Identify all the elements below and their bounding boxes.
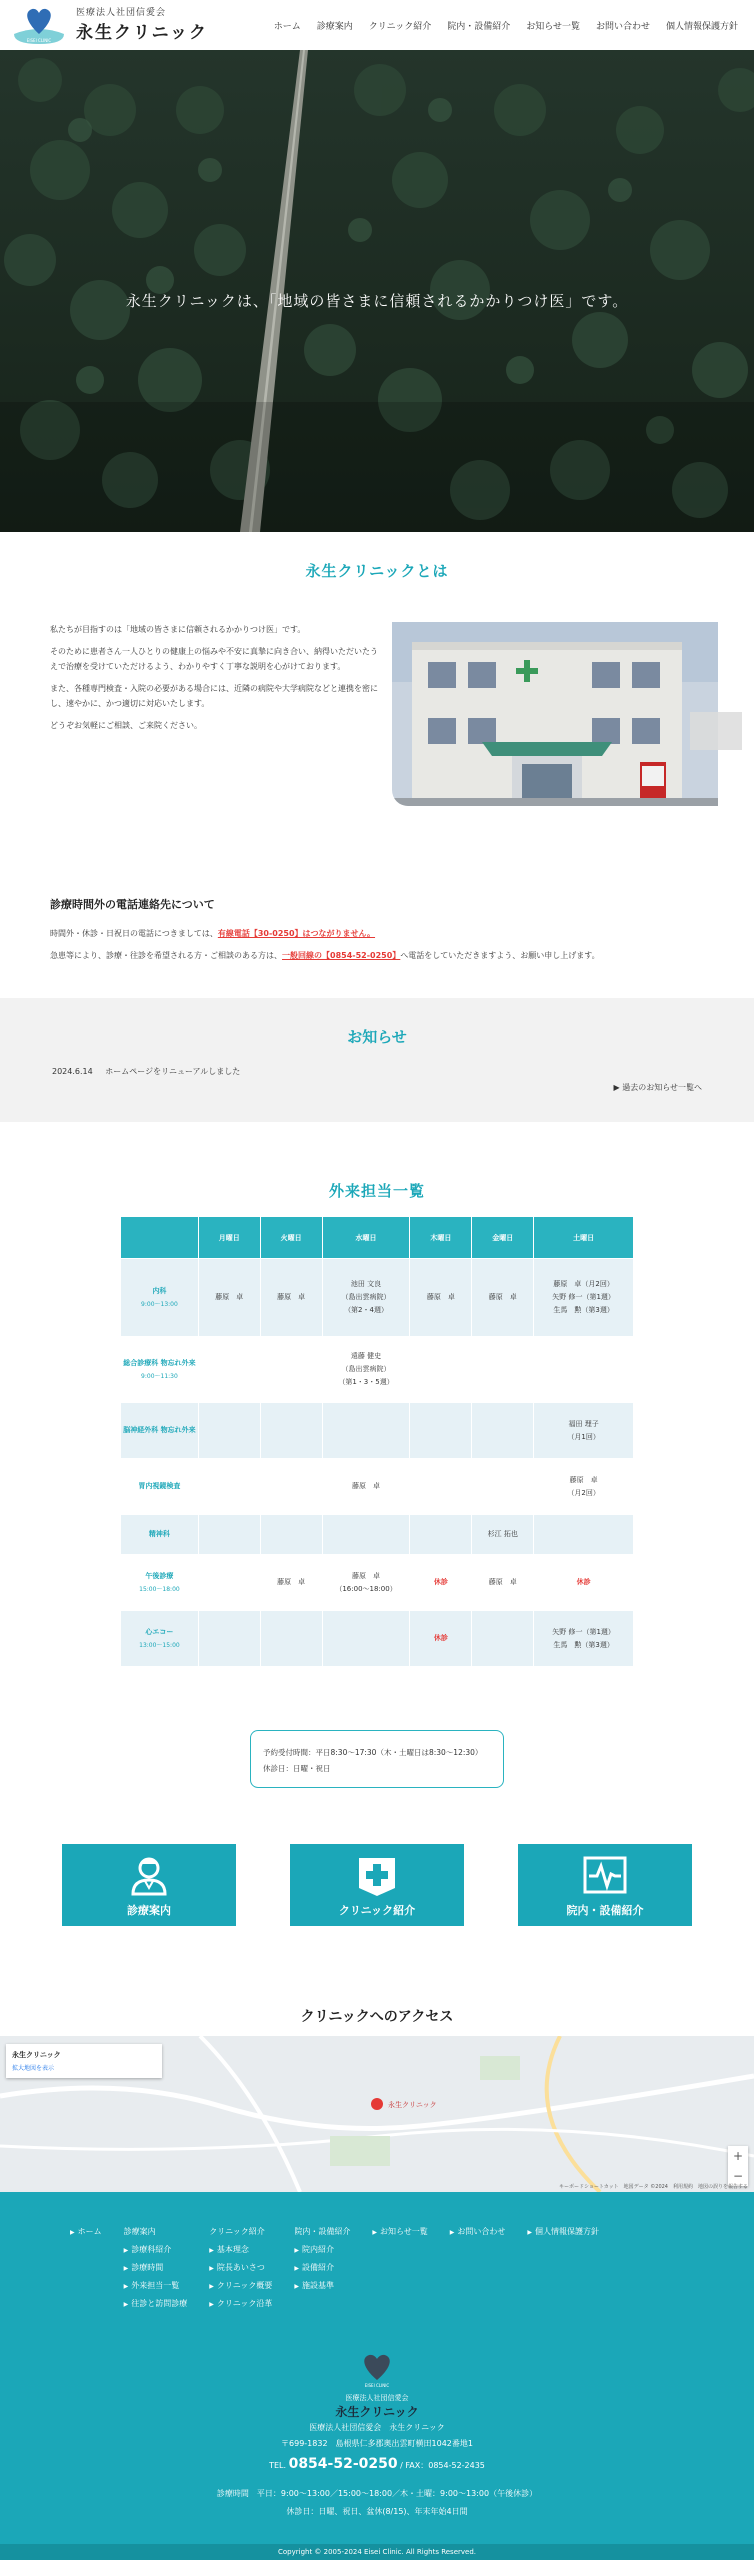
nav-news[interactable]: お知らせ一覧 bbox=[526, 22, 580, 32]
schedule-cell bbox=[410, 1515, 472, 1555]
schedule-cell bbox=[534, 1555, 634, 1611]
footer-nav-link[interactable]: 院内・設備紹介 bbox=[294, 2227, 351, 2236]
schedule-cell bbox=[472, 1611, 534, 1667]
department-cell bbox=[121, 1459, 199, 1515]
doctor-icon bbox=[129, 1854, 169, 1896]
footer-nav-link[interactable]: ▶ ホーム bbox=[70, 2226, 102, 2237]
schedule-cell bbox=[198, 1515, 260, 1555]
heart-logo-icon bbox=[8, 4, 70, 44]
schedule-row bbox=[121, 1515, 634, 1555]
schedule-cell bbox=[472, 1555, 534, 1611]
footer-nav-link[interactable]: 診療案内 bbox=[123, 2227, 156, 2236]
footer-tel[interactable]: 0854-52-0250 bbox=[288, 2456, 398, 2472]
day-header: 水曜日 bbox=[322, 1217, 410, 1259]
footer-nav-sublink[interactable]: ▶ 設備紹介 bbox=[294, 2262, 350, 2273]
department-time: 9:00〜13:00 bbox=[141, 1300, 178, 1308]
footer-nav-column bbox=[124, 2226, 188, 2316]
about-paragraph: 私たちが目指すのは「地域の皆さまに信頼されるかかりつけ医」です。 bbox=[50, 625, 306, 634]
footer-nav-column bbox=[372, 2226, 427, 2316]
card-label: クリニック紹介 bbox=[338, 1904, 416, 1917]
site-logo[interactable] bbox=[8, 4, 208, 44]
heart-logo-icon bbox=[357, 2350, 397, 2390]
schedule-cell bbox=[198, 1259, 260, 1337]
map-place-name: 永生クリニック bbox=[12, 2051, 61, 2059]
footer-contact: TEL. 0854-52-0250 / FAX：0854-52-2435 bbox=[269, 2456, 485, 2472]
schedule-row bbox=[121, 1555, 634, 1611]
doctor-entry: 休診 bbox=[576, 1578, 591, 1586]
department-cell bbox=[121, 1337, 199, 1403]
hero-banner bbox=[0, 50, 754, 532]
schedule-cell bbox=[322, 1555, 410, 1611]
about-paragraph: そのために患者さん一人ひとりの健康上の悩みや不安に真摯に向き合い、納得いただいたうえで治療を受けていただけるよう、わかりやすく丁寧な説明を心がけております。 bbox=[50, 647, 378, 671]
department-name: 午後診療 bbox=[145, 1571, 174, 1580]
footer-nav-column bbox=[70, 2226, 102, 2316]
schedule-cell bbox=[410, 1459, 472, 1515]
footer-nav bbox=[70, 2226, 599, 2316]
nav-clinic-intro[interactable]: クリニック紹介 bbox=[368, 22, 432, 32]
card-clinic-intro[interactable] bbox=[290, 1844, 464, 1926]
footer-logo-main: 永生クリニック bbox=[335, 2405, 419, 2419]
day-header: 木曜日 bbox=[410, 1217, 472, 1259]
doctor-entry: 藤原 卓 bbox=[277, 1578, 306, 1586]
nav-contact[interactable]: お問い合わせ bbox=[595, 22, 650, 32]
closed-days: 休診日：日曜・祝日 bbox=[263, 1764, 331, 1773]
department-name: 総合診療科 物忘れ外来 bbox=[123, 1358, 196, 1367]
news-more-link[interactable]: ▶ 過去のお知らせ一覧へ bbox=[613, 1083, 702, 1092]
footer-org: 医療法人社団信愛会 永生クリニック bbox=[309, 2423, 445, 2432]
schedule-cell bbox=[322, 1337, 410, 1403]
schedule-cell bbox=[322, 1515, 410, 1555]
schedule-cell bbox=[410, 1337, 472, 1403]
site-header bbox=[0, 0, 754, 50]
department-name: 脳神経外科 物忘れ外来 bbox=[123, 1426, 196, 1434]
nav-privacy[interactable]: 個人情報保護方針 bbox=[665, 22, 738, 32]
doctor-entry: 矢野 修一（第1週） bbox=[552, 1293, 615, 1301]
schedule-cell bbox=[260, 1459, 322, 1515]
svg-text:EISEI CLINIC: EISEI CLINIC bbox=[364, 2383, 390, 2388]
footer-nav-link[interactable]: ▶ お問い合わせ bbox=[450, 2226, 506, 2237]
schedule-cell bbox=[198, 1459, 260, 1515]
news-text: ホームページをリニューアルしました bbox=[105, 1067, 241, 1076]
doctor-entry: 藤原 卓（月2回） bbox=[553, 1280, 614, 1288]
footer-logo-sub: 医療法人社団信愛会 bbox=[345, 2394, 409, 2402]
schedule-cell bbox=[410, 1611, 472, 1667]
news-section bbox=[0, 998, 754, 1122]
doctor-entry: 休診 bbox=[433, 1634, 448, 1642]
clinic-building-photo bbox=[392, 622, 718, 806]
card-medical-guide[interactable] bbox=[62, 1844, 236, 1926]
zoom-in-icon[interactable]: + bbox=[732, 2149, 744, 2163]
footer-logo bbox=[0, 2350, 754, 2420]
site-footer bbox=[0, 2192, 754, 2544]
schedule-table bbox=[120, 1216, 634, 1667]
doctor-entry: 福田 理子 bbox=[568, 1419, 599, 1428]
schedule-cell bbox=[472, 1515, 534, 1555]
schedule-cell bbox=[260, 1337, 322, 1403]
schedule-cell bbox=[322, 1403, 410, 1459]
schedule-cell bbox=[260, 1259, 322, 1337]
doctor-entry: （月2回） bbox=[567, 1488, 600, 1497]
card-label: 院内・設備紹介 bbox=[566, 1904, 644, 1917]
card-facilities[interactable] bbox=[518, 1844, 692, 1926]
landline-warning: 有線電話【30-0250】はつながりません。 bbox=[217, 929, 376, 938]
schedule-cell bbox=[472, 1337, 534, 1403]
day-header: 月曜日 bbox=[198, 1217, 260, 1259]
department-cell bbox=[121, 1515, 199, 1555]
doctor-entry: 藤原 卓 bbox=[426, 1293, 455, 1301]
footer-nav-sublink[interactable]: ▶ 診療時間 bbox=[124, 2262, 188, 2273]
doctor-entry: （島出雲病院） bbox=[341, 1365, 391, 1373]
department-name: 精神科 bbox=[148, 1530, 170, 1538]
schedule-cell bbox=[472, 1259, 534, 1337]
card-label: 診療案内 bbox=[127, 1904, 171, 1917]
schedule-row bbox=[121, 1403, 634, 1459]
footer-hours: 診療時間 平日：9:00〜13:00／15:00〜18:00／木・土曜：9:00〜13:00（午後休診） bbox=[216, 2489, 538, 2498]
schedule-cell bbox=[198, 1403, 260, 1459]
general-line-number[interactable]: 一般回線の【0854-52-0250】 bbox=[282, 951, 401, 960]
about-text bbox=[50, 622, 380, 740]
map-place-card bbox=[6, 2044, 162, 2078]
schedule-heading: 外来担当一覧 bbox=[328, 1182, 425, 1200]
doctor-entry: （月1回） bbox=[567, 1432, 600, 1441]
doctor-entry: 池田 文良 bbox=[350, 1280, 382, 1288]
map-zoom-controls[interactable] bbox=[728, 2146, 748, 2186]
schedule-cell bbox=[260, 1555, 322, 1611]
news-heading: お知らせ bbox=[347, 1028, 407, 1046]
schedule-cell bbox=[260, 1515, 322, 1555]
doctor-entry: 藤原 卓 bbox=[488, 1578, 517, 1586]
logo-title: 永生クリニック bbox=[76, 23, 208, 43]
doctor-entry: 生馬 勲（第3週） bbox=[553, 1306, 614, 1314]
schedule-cell bbox=[322, 1459, 410, 1515]
svg-text:EISEI CLINIC: EISEI CLINIC bbox=[26, 38, 52, 43]
arrow-right-icon: ▶ bbox=[613, 1083, 623, 1092]
schedule-cell bbox=[198, 1555, 260, 1611]
map-marker-label: 永生クリニック bbox=[388, 2101, 437, 2109]
schedule-cell bbox=[410, 1403, 472, 1459]
footer-nav-column bbox=[450, 2226, 506, 2316]
footer-nav-sublink[interactable]: ▶ 院長あいさつ bbox=[209, 2262, 272, 2273]
about-paragraph: また、各種専門検査・入院の必要がある場合には、近隣の病院や大学病院などと連携を密にし、速やかに、かつ適切に対応いたします。 bbox=[50, 684, 378, 708]
footer-nav-sublink[interactable]: ▶ クリニック概要 bbox=[209, 2280, 272, 2291]
department-cell bbox=[121, 1611, 199, 1667]
doctor-entry: 藤原 卓 bbox=[277, 1293, 306, 1301]
doctor-entry: （16:00〜18:00） bbox=[335, 1584, 397, 1593]
schedule-cell bbox=[260, 1403, 322, 1459]
footer-nav-link[interactable]: ▶ お知らせ一覧 bbox=[372, 2226, 427, 2237]
doctor-entry: 休診 bbox=[433, 1578, 448, 1586]
footer-fax: / FAX：0854-52-2435 bbox=[400, 2461, 485, 2470]
nav-home[interactable]: ホーム bbox=[273, 22, 301, 32]
schedule-row bbox=[121, 1459, 634, 1515]
schedule-cell bbox=[410, 1555, 472, 1611]
department-cell bbox=[121, 1555, 199, 1611]
day-header: 土曜日 bbox=[534, 1217, 634, 1259]
nav-facilities[interactable]: 院内・設備紹介 bbox=[447, 22, 511, 32]
footer-nav-column bbox=[209, 2226, 272, 2316]
doctor-entry: 藤原 卓 bbox=[352, 1482, 381, 1490]
footer-nav-column bbox=[294, 2226, 350, 2316]
schedule-cell bbox=[198, 1611, 260, 1667]
reception-hours: 予約受付時間：平日8:30〜17:30（木・土曜日は8:30〜12:30） bbox=[263, 1748, 483, 1757]
schedule-row bbox=[121, 1259, 634, 1337]
department-time: 9:00〜11:30 bbox=[141, 1372, 178, 1380]
doctor-entry: 藤原 卓 bbox=[488, 1293, 517, 1301]
slider-next-button[interactable] bbox=[690, 712, 742, 750]
schedule-cell bbox=[534, 1459, 634, 1515]
schedule-cell bbox=[534, 1259, 634, 1337]
about-heading: 永生クリニックとは bbox=[305, 562, 449, 580]
google-map[interactable] bbox=[0, 2036, 754, 2192]
schedule-cell bbox=[534, 1337, 634, 1403]
doctor-entry: （第2・4週） bbox=[344, 1306, 388, 1314]
footer-holiday: 休診日：日曜、祝日、盆休(8/15)、年末年始4日間 bbox=[286, 2507, 468, 2516]
schedule-corner bbox=[121, 1217, 199, 1259]
schedule-cell bbox=[534, 1515, 634, 1555]
department-name: 内科 bbox=[152, 1286, 167, 1295]
zoom-out-icon[interactable]: − bbox=[732, 2169, 744, 2183]
access-heading: クリニックへのアクセス bbox=[300, 2009, 454, 2025]
doctor-entry: （第1・3・5週） bbox=[338, 1378, 394, 1386]
logo-subtitle: 医療法人社団信愛会 bbox=[76, 8, 167, 18]
doctor-entry: 藤原 卓 bbox=[215, 1293, 244, 1301]
department-time: 13:00〜15:00 bbox=[139, 1641, 180, 1649]
schedule-cell bbox=[322, 1611, 410, 1667]
doctor-entry: （島出雲病院） bbox=[341, 1293, 391, 1301]
schedule-cell bbox=[534, 1611, 634, 1667]
map-attribution: キーボードショートカット 地図データ ©2024 利用規約 地図の誤りを報告する bbox=[558, 2184, 748, 2190]
copyright: Copyright © 2005-2024 Eisei Clinic. All Rights Reserved. bbox=[0, 2544, 754, 2560]
doctor-entry: 藤原 卓 bbox=[569, 1475, 598, 1484]
department-name: 胃内視鏡検査 bbox=[138, 1482, 181, 1490]
department-name: 心エコー bbox=[145, 1627, 174, 1636]
schedule-cell bbox=[322, 1259, 410, 1337]
after-hours-line-2: 急患等により、診療・往診を希望される方・ご相談のある方は、一般回線の【0854-52-0250】へ電話をしていただきますよう、お願い申し上げます。 bbox=[50, 951, 600, 960]
news-item[interactable] bbox=[52, 1066, 240, 1077]
footer-nav-sublink[interactable]: ▶ 基本理念 bbox=[209, 2244, 272, 2255]
department-cell bbox=[121, 1259, 199, 1337]
schedule-row bbox=[121, 1337, 634, 1403]
doctor-entry: 杉江 拓也 bbox=[487, 1530, 518, 1538]
footer-nav-sublink[interactable]: ▶ 院内紹介 bbox=[294, 2244, 350, 2255]
doctor-entry: 矢野 修一（第1週） bbox=[552, 1627, 615, 1636]
schedule-cell bbox=[198, 1337, 260, 1403]
schedule-cell bbox=[534, 1403, 634, 1459]
hero-tagline: 永生クリニックは、「地域の皆さまに信頼されるかかりつけ医」です。 bbox=[125, 292, 629, 310]
footer-nav-sublink[interactable]: ▶ 往診と訪問診療 bbox=[124, 2298, 188, 2309]
doctor-entry: 生馬 勲（第3週） bbox=[553, 1640, 614, 1649]
schedule-cell bbox=[410, 1259, 472, 1337]
footer-address: 〒699-1832 島根県仁多郡奥出雲町横田1042番地1 bbox=[281, 2439, 473, 2448]
day-header: 金曜日 bbox=[472, 1217, 534, 1259]
clinic-cross-icon bbox=[357, 1854, 397, 1896]
schedule-cell bbox=[260, 1611, 322, 1667]
footer-nav-column bbox=[527, 2226, 599, 2316]
about-paragraph: どうぞお気軽にご相談、ご来院ください。 bbox=[50, 721, 202, 730]
after-hours-line-1: 時間外・休診・日祝日の電話につきましては、有線電話【30-0250】はつながりません。 bbox=[50, 929, 376, 938]
map-enlarge-link[interactable]: 拡大地図を表示 bbox=[12, 2065, 55, 2072]
footer-nav-link[interactable]: クリニック紹介 bbox=[209, 2227, 265, 2236]
day-header: 火曜日 bbox=[260, 1217, 322, 1259]
nav-cards bbox=[62, 1844, 692, 1926]
doctor-entry: 遠藤 健史 bbox=[350, 1352, 382, 1360]
footer-nav-link[interactable]: ▶ 個人情報保護方針 bbox=[527, 2226, 599, 2237]
news-date: 2024.6.14 bbox=[52, 1067, 93, 1076]
reception-hours-box bbox=[250, 1730, 504, 1788]
footer-nav-sublink[interactable]: ▶ 施設基準 bbox=[294, 2280, 350, 2291]
department-cell bbox=[121, 1403, 199, 1459]
after-hours-heading: 診療時間外の電話連絡先について bbox=[50, 898, 215, 911]
heart-monitor-icon bbox=[583, 1854, 627, 1896]
main-nav bbox=[266, 19, 746, 32]
doctor-entry: 藤原 卓 bbox=[352, 1571, 381, 1580]
schedule-cell bbox=[472, 1459, 534, 1515]
schedule-cell bbox=[472, 1403, 534, 1459]
footer-nav-sublink[interactable]: ▶ 外来担当一覧 bbox=[124, 2280, 188, 2291]
schedule-row bbox=[121, 1611, 634, 1667]
department-time: 15:00〜18:00 bbox=[139, 1585, 180, 1593]
nav-medical-guide[interactable]: 診療案内 bbox=[316, 22, 353, 32]
footer-nav-sublink[interactable]: ▶ 診療科紹介 bbox=[124, 2244, 188, 2255]
footer-nav-sublink[interactable]: ▶ クリニック沿革 bbox=[209, 2298, 272, 2309]
